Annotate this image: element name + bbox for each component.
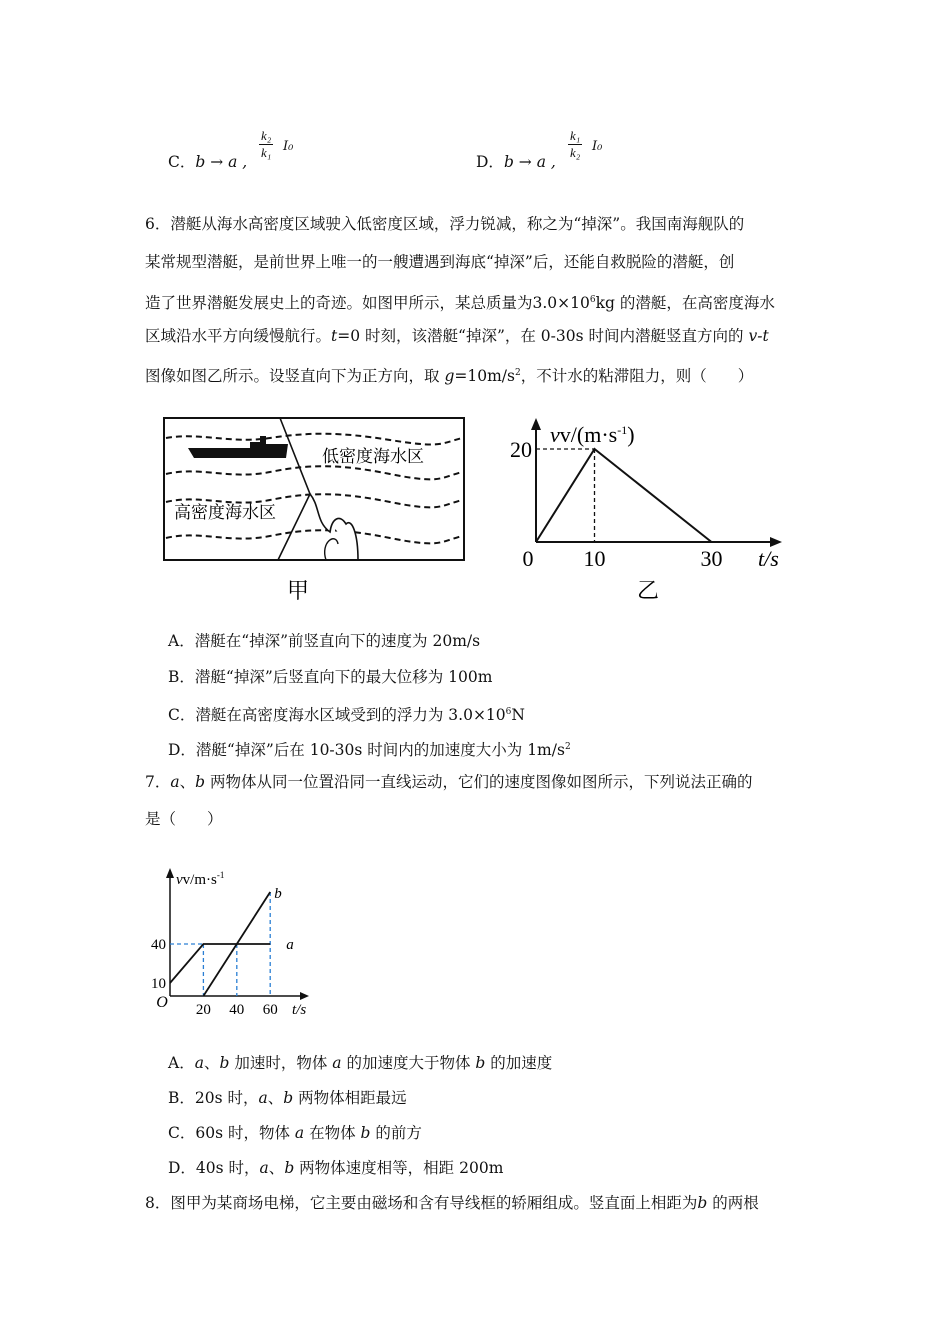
series-line-a	[170, 944, 270, 983]
origin-label: O	[156, 994, 168, 1011]
x-tick-label: 60	[262, 1002, 278, 1018]
y-axis-label: $vv/m\cdot s^{-1}$	[176, 870, 225, 888]
fraction-denominator: k₁	[261, 145, 272, 160]
q6-option-b[interactable]: B．潜艇“掉深”后竖直向下的最大位移为 100m	[168, 668, 493, 686]
low-density-label: 低密度海水区	[322, 447, 424, 466]
series-label-b: b	[274, 886, 282, 902]
q7-option-a[interactable]: A．a、b 加速时，物体 a 的加速度大于物体 b 的加速度	[168, 1054, 553, 1072]
x-axis-arrow	[300, 992, 309, 1000]
density-boundary	[278, 418, 310, 560]
q5-c-current: I₀	[283, 139, 294, 154]
option-letter: C．	[168, 153, 196, 171]
seabed-rock	[310, 494, 358, 560]
y-tick-label: 10	[151, 976, 166, 992]
caption-yi: 乙	[636, 578, 660, 603]
figure-q7-vt-chart	[140, 840, 330, 1020]
q7-line-1: 7．a、b 两物体从同一位置沿同一直线运动，它们的速度图像如图所示，下列说法正确的	[145, 773, 753, 791]
fraction-denominator: k₂	[570, 145, 581, 160]
q6-line-1: 6．潜艇从海水高密度区域驶入低密度区域，浮力锐减，称之为“掉深”。我国南海舰队的	[145, 215, 745, 233]
y-axis-arrow	[531, 418, 541, 430]
q6-line-3: 造了世界潜艇发展史上的奇迹。如图甲所示，某总质量为$3.0\times 10^6kg$ 的潜艇，在高密度海水	[145, 294, 775, 312]
caption-jia: 甲	[286, 578, 310, 603]
q7-line-2: 是（ ）	[145, 810, 223, 828]
q6-line-5: 图像如图乙所示。设竖直向下为正方向，取 $g=10m/s^2$，不计水的粘滞阻力，则（ ）	[145, 367, 754, 385]
q5-option-d[interactable]	[476, 152, 556, 172]
q6-option-c[interactable]: C．潜艇在高密度海水区域受到的浮力为 $3.0\times 10^6N$	[168, 706, 525, 724]
y-tick-label: 20	[510, 437, 532, 462]
x-axis-label: t/s	[292, 1002, 307, 1018]
q7-option-b[interactable]: B．20s 时，a、b 两物体相距最远	[168, 1089, 407, 1107]
y-tick-label: 40	[151, 937, 166, 953]
q5-c-fraction	[259, 128, 273, 161]
q6-option-a[interactable]: A．潜艇在“掉深”前竖直向下的速度为 20m/s	[168, 632, 481, 650]
sea-frame	[164, 418, 464, 560]
q6-line-2: 某常规型潜艇，是前世界上唯一的一艘遭遇到海底“掉深”后，还能自救脱险的潜艇，创	[145, 253, 735, 271]
fraction-numerator: k₁	[570, 128, 581, 143]
figure-yi-vt-chart	[500, 414, 800, 604]
velocity-line	[536, 449, 712, 542]
x-tick-label: 30	[700, 546, 723, 571]
y-axis-label: $vv/(m\cdot s^{-1})$	[550, 422, 635, 447]
x-tick-label: 20	[195, 1002, 211, 1018]
figure-jia	[160, 414, 470, 604]
q6-option-d[interactable]: D．潜艇“掉深”后在 10-30s 时间内的加速度大小为 $1m/s^2$	[168, 741, 571, 759]
q5-d-current: I₀	[592, 139, 603, 154]
q5-option-c[interactable]	[168, 152, 247, 172]
x-axis-label: t/s	[758, 546, 779, 571]
direction: b → a ,	[503, 153, 556, 171]
x-tick-label: 40	[229, 1002, 245, 1018]
q7-option-c[interactable]: C．60s 时，物体 a 在物体 b 的前方	[168, 1124, 422, 1142]
origin-label: 0	[522, 546, 534, 571]
q7-option-d[interactable]: D．40s 时，a、b 两物体速度相等，相距 200m	[168, 1159, 504, 1177]
direction: b → a ,	[195, 153, 248, 171]
fraction-numerator: k₂	[261, 128, 272, 143]
series-label-a: a	[286, 937, 294, 953]
q5-d-fraction	[568, 128, 582, 161]
y-axis-arrow	[166, 868, 174, 878]
option-letter: D．	[476, 153, 504, 171]
q8-line-1: 8．图甲为某商场电梯，它主要由磁场和含有导线框的轿厢组成。竖直面上相距为b 的两根	[145, 1194, 759, 1212]
high-density-label: 高密度海水区	[174, 503, 276, 522]
q6-line-4: 区域沿水平方向缓慢航行。t=0 时刻，该潜艇“掉深”，在 0-30s 时间内潜艇竖直方向的 v-t	[145, 327, 769, 345]
x-tick-label: 10	[583, 546, 606, 571]
